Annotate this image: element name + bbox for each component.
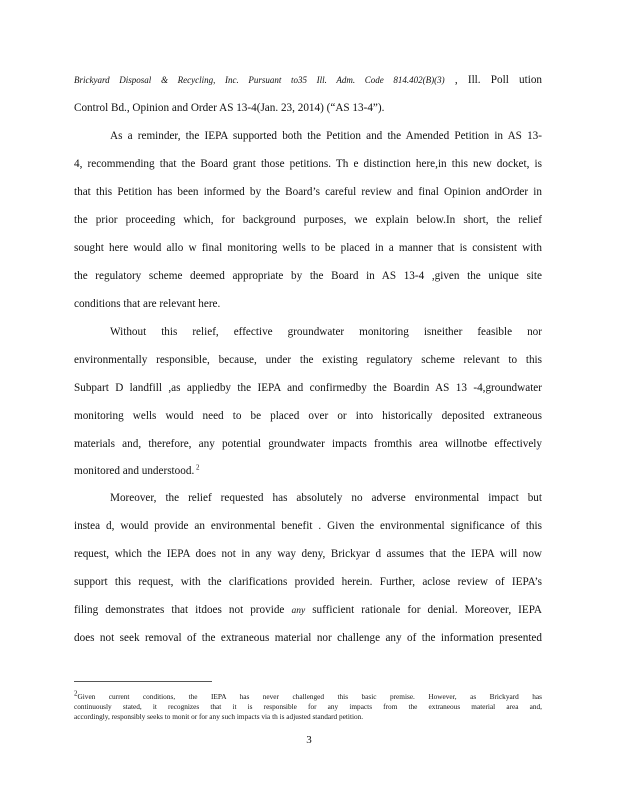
page-number: 3	[306, 734, 312, 746]
p3-line-4: support this request, with the clarifications provided herein. Further, aclose review of IEPA’s	[74, 576, 542, 588]
footnote-line-3: accordingly, responsibly seeks to monit or for any such impacts via th is adjusted standard petition.	[74, 712, 364, 721]
footnote-line-2: continuously stated, it recognizes that it is responsible for any impacts from the extraneous material area and,	[74, 702, 542, 711]
p2-line-5: materials and, therefore, any potential groundwater impacts fromthis area willnotbe effectively	[74, 438, 542, 450]
p1-line-3: that this Petition has been informed by the Board’s careful review and final Opinion andOrder in	[74, 186, 542, 198]
p1-line-6: the regulatory scheme deemed appropriate by the Board in AS 13-4 ,given the unique site	[74, 270, 542, 282]
p3-line-5-before: filing demonstrates that itdoes not provide	[74, 604, 285, 616]
citation-rest: , Ill. Poll ution	[454, 74, 543, 86]
p1-line-4: the prior proceeding which, for background purposes, we explain below.In short, the relief	[74, 214, 542, 226]
p3-line-2: instea d, would provide an environmental benefit . Given the environmental significance of this	[74, 520, 542, 532]
citation-line-2: Control Bd., Opinion and Order AS 13-4(Jan. 23, 2014) (“AS 13-4”).	[74, 102, 385, 114]
footnote-number: 2	[74, 689, 78, 698]
p2-line-6-text: monitored and understood.	[74, 465, 195, 477]
p3-line-3: request, which the IEPA does not in any way deny, Brickyar d assumes that the IEPA will now	[74, 548, 542, 560]
footnote-separator	[74, 681, 212, 682]
p1-line-7: conditions that are relevant here.	[74, 298, 221, 310]
footnote-line-1-text: Given current conditions, the IEPA has never challenged this basic premise. However, as Brickyard has	[77, 692, 542, 701]
citation-line-1	[74, 73, 542, 87]
p1-line-5: sought here would allo w final monitoring wells to be placed in a manner that is consistent with	[74, 242, 542, 254]
p1-line-1: As a reminder, the IEPA supported both the Petition and the Amended Petition in AS 13-	[110, 130, 542, 142]
p2-line-3: Subpart D landfill ,as appliedby the IEPA and confirmedby the Boardin AS 13 -4,groundwater	[74, 382, 542, 394]
p2-line-6	[74, 464, 542, 478]
p1-line-2: 4, recommending that the Board grant those petitions. Th e distinction here,in this new docket, is	[74, 158, 542, 170]
p2-line-1: Without this relief, effective groundwater monitoring isneither feasible nor	[110, 326, 542, 338]
p3-line-1: Moreover, the relief requested has absolutely no adverse environmental impact but	[110, 492, 542, 504]
footnote-reference[interactable]: 2	[196, 463, 200, 472]
p3-line-5-italic: any	[291, 606, 306, 616]
footnote-line-1	[74, 689, 542, 702]
p3-line-5-after: sufficient rationale for denial. Moreover, IEPA	[312, 604, 542, 616]
case-citation-italic: Brickyard Disposal & Recycling, Inc. Pursuant to35 Ill. Adm. Code 814.402(B)(3)	[74, 75, 445, 85]
p3-line-6: does not seek removal of the extraneous material nor challenge any of the information presented	[74, 632, 542, 644]
p2-line-4: monitoring wells would need to be placed over or into historically deposited extraneous	[74, 410, 542, 422]
p2-line-2: environmentally responsible, because, under the existing regulatory scheme relevant to this	[74, 354, 542, 366]
p3-line-5	[74, 603, 542, 618]
